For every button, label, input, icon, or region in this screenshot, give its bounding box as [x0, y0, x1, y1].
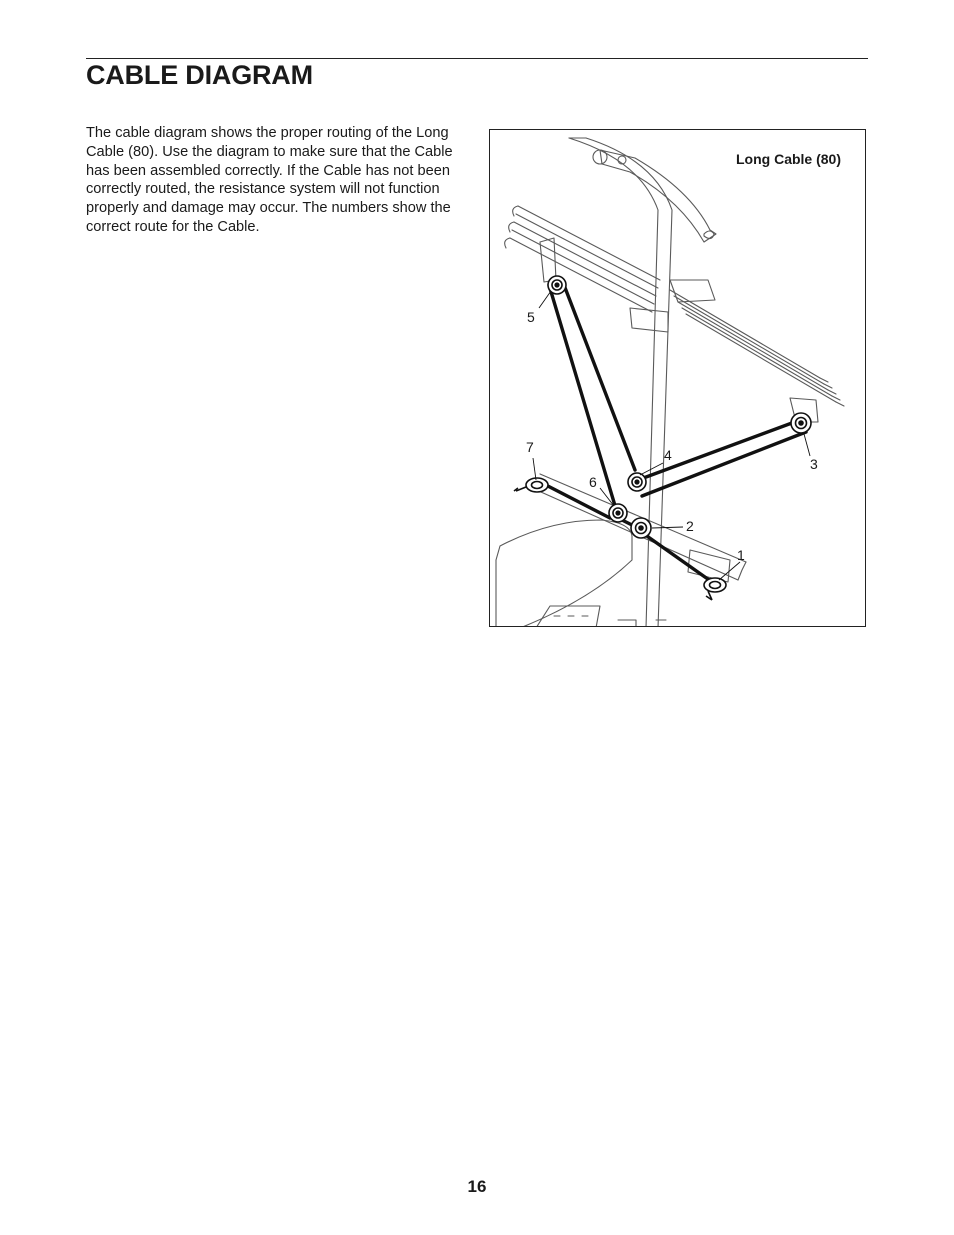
- crossbar-end-block: [688, 550, 730, 582]
- pulley-7: [514, 478, 548, 492]
- upper-rods-left: [510, 206, 660, 312]
- leader-lines: [533, 291, 810, 580]
- pulley-number-4: 4: [664, 447, 672, 463]
- cable-segment-5-4: [564, 285, 635, 470]
- pulley-number-5: 5: [527, 309, 535, 325]
- cable-diagram-figure: [489, 129, 866, 627]
- rod-block: [670, 280, 715, 302]
- cable-segment-4-3-upper: [638, 420, 800, 480]
- upper-rods-right: [670, 290, 836, 402]
- pulley-number-6: 6: [589, 474, 597, 490]
- column-collar: [630, 308, 668, 332]
- pulley-1: [704, 578, 726, 600]
- upright-back-edge: [586, 138, 672, 627]
- pulley-3: [791, 413, 811, 433]
- pulley-number-1: 1: [737, 547, 745, 563]
- pulley-number-7: 7: [526, 439, 534, 455]
- page-title: CABLE DIAGRAM: [86, 60, 313, 90]
- upright-front-edge: [569, 138, 658, 627]
- long-cable-route: [542, 285, 806, 582]
- page-number: 16: [467, 1177, 487, 1196]
- pulley-2: [631, 518, 651, 538]
- seat-outline: [496, 520, 632, 627]
- pulley-number-2: 2: [686, 518, 694, 534]
- pulley-number-3: 3: [810, 456, 818, 472]
- cable-diagram-illustration: [490, 130, 866, 627]
- pulley-6: [609, 504, 627, 522]
- top-rule: [86, 58, 868, 59]
- cable-segment-4-3-lower: [642, 432, 806, 496]
- long-cable-label: Long Cable (80): [735, 151, 841, 167]
- intro-paragraph: The cable diagram shows the proper routing of the Long Cable (80). Use the diagram to make sure that the Cable has been assembled correctly. If the Cable has not been correctly routed, the resistance system will not function properly and damage may occur. The numbers show the correct route for the Cable.: [86, 125, 453, 235]
- left-pulley-bracket: [540, 238, 556, 282]
- cable-segment-2-1: [644, 534, 712, 582]
- pulley-4: [628, 473, 646, 491]
